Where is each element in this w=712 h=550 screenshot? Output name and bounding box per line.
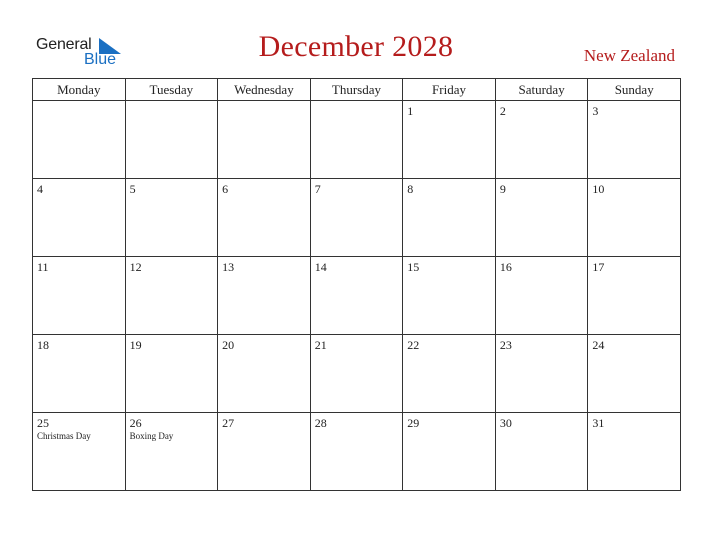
day-cell bbox=[588, 179, 681, 257]
day-cell bbox=[495, 179, 588, 257]
weekday-header: Sunday bbox=[588, 79, 681, 101]
day-cell bbox=[125, 101, 218, 179]
day-number: 26 bbox=[129, 416, 142, 430]
day-number: 8 bbox=[407, 182, 414, 196]
week-row bbox=[33, 101, 681, 179]
day-cell bbox=[495, 335, 588, 413]
day-number: 3 bbox=[592, 104, 599, 118]
day-cell bbox=[310, 413, 403, 491]
day-cell bbox=[310, 257, 403, 335]
holiday-label: Boxing Day bbox=[129, 431, 174, 441]
day-cell bbox=[125, 335, 218, 413]
day-number: 17 bbox=[592, 260, 605, 274]
day-cell bbox=[495, 413, 588, 491]
day-number: 24 bbox=[592, 338, 605, 352]
day-cell bbox=[403, 101, 496, 179]
day-cell bbox=[218, 335, 311, 413]
day-number: 5 bbox=[129, 182, 136, 196]
country-label: New Zealand bbox=[583, 46, 675, 65]
day-number: 16 bbox=[499, 260, 512, 274]
day-number: 31 bbox=[592, 416, 605, 430]
week-row bbox=[33, 257, 681, 335]
holiday-label: Christmas Day bbox=[37, 431, 91, 441]
day-cell bbox=[403, 257, 496, 335]
day-number: 7 bbox=[314, 182, 321, 196]
weekday-header: Saturday bbox=[495, 79, 588, 101]
day-number: 10 bbox=[592, 182, 605, 196]
brand-name: General bbox=[36, 36, 92, 53]
day-cell bbox=[403, 179, 496, 257]
day-cell bbox=[33, 413, 126, 491]
day-number: 15 bbox=[407, 260, 420, 274]
day-cell bbox=[588, 101, 681, 179]
day-cell bbox=[218, 257, 311, 335]
day-number: 19 bbox=[129, 338, 142, 352]
day-number: 23 bbox=[499, 338, 512, 352]
day-number: 6 bbox=[222, 182, 229, 196]
day-number: 4 bbox=[37, 182, 43, 196]
day-cell bbox=[495, 257, 588, 335]
day-cell bbox=[125, 413, 218, 491]
day-number: 21 bbox=[314, 338, 327, 352]
day-number: 27 bbox=[222, 416, 235, 430]
day-cell bbox=[403, 413, 496, 491]
day-number: 11 bbox=[37, 260, 49, 274]
weekday-header: Wednesday bbox=[218, 79, 311, 101]
day-cell bbox=[588, 413, 681, 491]
day-cell bbox=[33, 101, 126, 179]
calendar-grid bbox=[32, 78, 681, 491]
day-number: 20 bbox=[222, 338, 235, 352]
day-cell bbox=[310, 335, 403, 413]
day-cell bbox=[33, 257, 126, 335]
day-cell bbox=[218, 101, 311, 179]
day-number: 1 bbox=[407, 104, 414, 118]
day-cell bbox=[588, 335, 681, 413]
week-row bbox=[33, 335, 681, 413]
day-cell bbox=[33, 335, 126, 413]
day-cell bbox=[403, 335, 496, 413]
day-number: 13 bbox=[222, 260, 235, 274]
page-title: December 2028 bbox=[258, 30, 454, 63]
weekday-header: Thursday bbox=[310, 79, 403, 101]
day-number: 22 bbox=[407, 338, 420, 352]
day-cell bbox=[125, 257, 218, 335]
day-number: 14 bbox=[314, 260, 327, 274]
brand-subname: Blue bbox=[84, 51, 117, 68]
day-number: 25 bbox=[37, 416, 49, 430]
weekday-header: Monday bbox=[33, 79, 126, 101]
day-cell bbox=[495, 101, 588, 179]
day-number: 9 bbox=[499, 182, 506, 196]
day-number: 30 bbox=[499, 416, 512, 430]
day-number: 18 bbox=[37, 338, 49, 352]
day-number: 29 bbox=[407, 416, 420, 430]
day-cell bbox=[588, 257, 681, 335]
day-cell bbox=[310, 101, 403, 179]
day-number: 28 bbox=[314, 416, 327, 430]
weekday-header: Friday bbox=[403, 79, 496, 101]
day-cell bbox=[218, 179, 311, 257]
weekday-header-row bbox=[33, 79, 681, 101]
week-row bbox=[33, 179, 681, 257]
day-cell bbox=[310, 179, 403, 257]
week-row bbox=[33, 413, 681, 491]
day-cell bbox=[218, 413, 311, 491]
day-cell bbox=[33, 179, 126, 257]
day-number: 12 bbox=[129, 260, 142, 274]
day-number: 2 bbox=[499, 104, 506, 118]
day-cell bbox=[125, 179, 218, 257]
weekday-header: Tuesday bbox=[125, 79, 218, 101]
